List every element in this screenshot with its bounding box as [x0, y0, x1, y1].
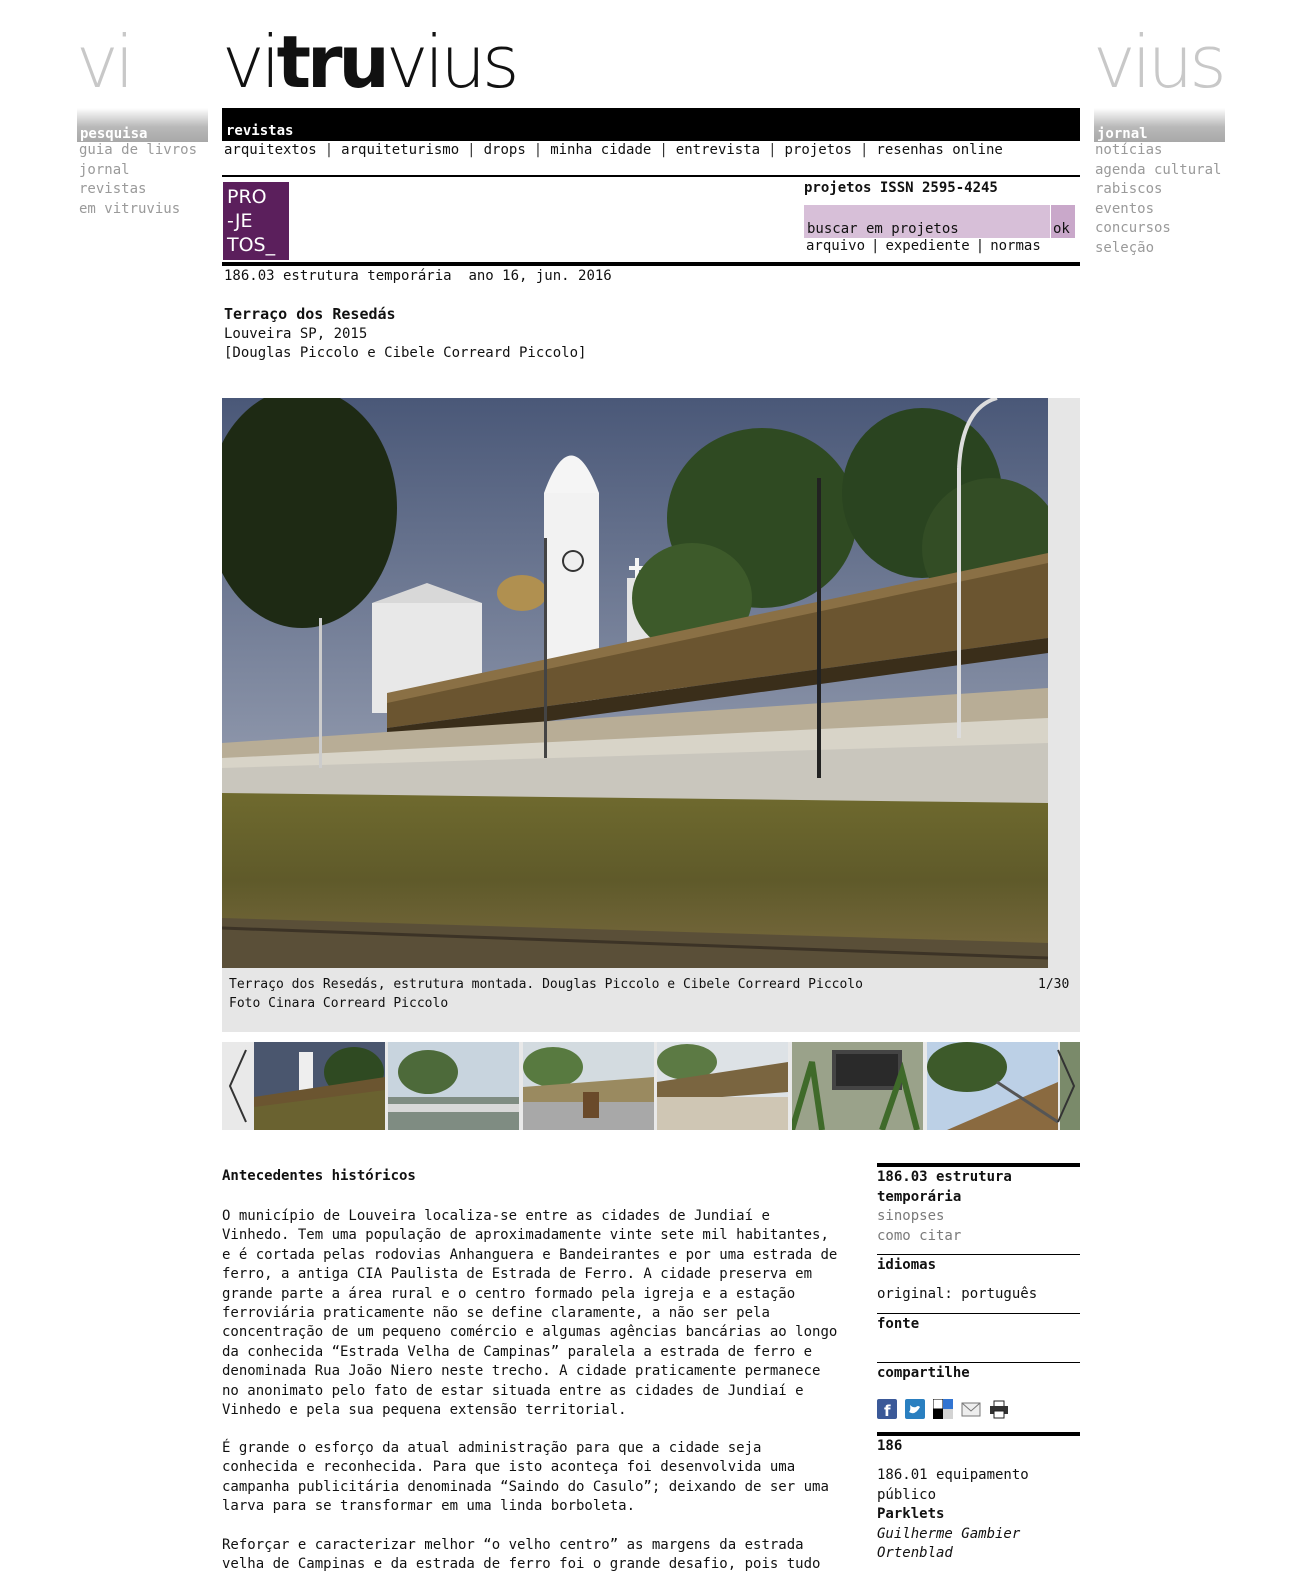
facebook-icon[interactable]: [877, 1399, 897, 1419]
nav-separator: |: [659, 142, 668, 158]
projetos-logo-line: TOS_: [227, 234, 276, 256]
left-menu-header[interactable]: [77, 108, 208, 142]
paragraph-line: concentração de um pequeno comércio e algumas agências bancárias ao longo: [222, 1324, 838, 1341]
thumbnail[interactable]: [792, 1042, 923, 1130]
right-menu-header[interactable]: [1094, 108, 1225, 142]
twitter-icon[interactable]: [905, 1399, 925, 1419]
right-menu-item-concursos[interactable]: concursos: [1095, 220, 1171, 236]
left-menu-item-jornal[interactable]: jornal: [79, 161, 130, 178]
sidebar-idiomas-heading: idiomas: [877, 1257, 937, 1273]
photo-caption: Terraço dos Resedás, estrutura montada. Douglas Piccolo e Cibele Correard Piccolo: [229, 977, 863, 992]
email-icon[interactable]: [961, 1399, 981, 1419]
projetos-issn: projetos ISSN 2595-4245: [804, 180, 998, 196]
right-menu-header-label: jornal: [1097, 126, 1148, 142]
sidebar-issue-number: 186: [877, 1438, 903, 1454]
thumbnail-image: [927, 1042, 1058, 1130]
projetos-logo-line: -JE: [227, 210, 253, 232]
thumbnail[interactable]: [388, 1042, 519, 1130]
sidebar-fonte-heading: fonte: [877, 1316, 920, 1332]
page-title: Terraço dos Resedás: [224, 305, 396, 323]
logo-part-1: vi: [222, 20, 277, 104]
right-menu-item-agenda[interactable]: agenda cultural: [1095, 161, 1222, 178]
sidebar-issue-title-line: 186.03 estrutura: [877, 1169, 1012, 1185]
nav-resenhas-online[interactable]: resenhas online: [876, 142, 1003, 158]
link-separator: |: [871, 238, 880, 254]
project-location: Louveira SP, 2015: [224, 326, 368, 342]
issue-date: ano 16, jun. 2016: [468, 268, 612, 284]
search-placeholder: buscar em projetos: [807, 221, 959, 237]
paragraph-line: Vinhedo. Tem uma população de aproximadamente vinte sete mil habitantes,: [222, 1227, 829, 1244]
paragraph-line: larva para se transformar em uma linda borboleta.: [222, 1498, 636, 1515]
revistas-bar[interactable]: [222, 108, 1080, 141]
left-menu-item-revistas[interactable]: revistas: [79, 181, 147, 197]
sidebar-next-article[interactable]: [877, 1466, 1029, 1564]
right-menu: [1095, 141, 1221, 258]
nav-separator: |: [533, 142, 543, 158]
left-menu: [79, 141, 197, 219]
paragraph-line: velha de Campinas e da estrada de ferro foi o grande desafio, pois tudo: [222, 1556, 821, 1573]
sidebar-original-language[interactable]: original: português: [877, 1286, 1038, 1302]
logo-fragment-left: vi: [76, 20, 131, 104]
photo-credit: Foto Cinara Correard Piccolo: [229, 996, 449, 1011]
paragraph-line: e é cortada pelas rodovias Anhanguera e Bandeirantes e por uma estrada de: [222, 1246, 838, 1263]
nav-separator: |: [467, 142, 476, 158]
sidebar-issue-title-line: temporária: [877, 1188, 962, 1205]
thumbnail-image: [254, 1042, 385, 1130]
thumbnail-strip: [222, 1042, 1080, 1130]
photo-illustration: [222, 398, 1048, 968]
nav-drops[interactable]: drops: [483, 142, 526, 158]
thumbnail[interactable]: [657, 1042, 788, 1130]
sidebar-share-heading: compartilhe: [877, 1365, 970, 1381]
delicious-icon[interactable]: [933, 1399, 953, 1419]
sidebar-issue-title: [877, 1168, 1012, 1207]
thumbnail-image: [792, 1042, 923, 1130]
divider: [222, 175, 1080, 177]
link-sinopses[interactable]: sinopses: [877, 1208, 945, 1224]
link-expediente[interactable]: expediente: [885, 238, 970, 254]
link-arquivo[interactable]: arquivo: [806, 238, 866, 254]
paragraph-line: denominada Rua João Niero neste trecho. A cidade praticamente permanece: [222, 1363, 821, 1380]
nav-separator: |: [768, 142, 777, 158]
paragraph-line: campanha publicitária denominada “Saindo do Casulo”; deixando de ser uma: [222, 1478, 829, 1495]
paragraph-line: ferroviária praticamente não se define claramente, a não ser pela: [222, 1305, 770, 1322]
paragraph-line: no anonimato pelo fato de estar situada entre as cidades de Jundiaí e: [222, 1382, 804, 1399]
paragraph-line: da conhecida “Estrada Velha de Campinas” paralela a estrada de ferro e: [222, 1343, 813, 1360]
issue-line: [224, 268, 612, 284]
paragraph-line: Vinhedo e pela sua pequena extensão territorial.: [222, 1402, 627, 1419]
projetos-logo-line: PRO: [227, 186, 267, 208]
paragraph-line: grande parte a área rural e o centro formado pela igreja e a estação: [222, 1285, 796, 1302]
nav-arquitextos[interactable]: arquitextos: [224, 142, 317, 158]
next-article-code: público: [877, 1486, 937, 1503]
article-paragraph: [222, 1439, 862, 1517]
main-photo[interactable]: [222, 398, 1048, 968]
chevron-left-icon: [222, 1042, 252, 1130]
projetos-links: [806, 238, 1041, 254]
link-normas[interactable]: normas: [990, 238, 1041, 254]
search-button[interactable]: [1051, 205, 1075, 238]
revistas-bar-label: revistas: [226, 123, 294, 139]
right-menu-item-rabiscos[interactable]: rabiscos: [1095, 181, 1163, 197]
next-article-title: Parklets: [877, 1506, 945, 1522]
paragraph-line: É grande o esforço da atual administração para que a cidade seja: [222, 1440, 762, 1456]
right-menu-item-eventos[interactable]: eventos: [1095, 200, 1155, 217]
sidebar-issue-links: [877, 1207, 961, 1246]
divider-thick: [222, 262, 1080, 266]
site-logo[interactable]: [222, 20, 516, 104]
revistas-nav: [224, 142, 1003, 158]
nav-arquiteturismo[interactable]: arquiteturismo: [341, 142, 460, 158]
article-paragraph: [222, 1207, 862, 1420]
sidebar-divider: [877, 1362, 1080, 1363]
gallery-prev-button[interactable]: [222, 1042, 252, 1130]
thumbnail-image: [657, 1042, 788, 1130]
nav-entrevista[interactable]: entrevista: [675, 142, 761, 158]
sidebar-divider-thick: [877, 1432, 1080, 1436]
svg-text:f: f: [884, 1402, 891, 1419]
sidebar-divider: [877, 1313, 1080, 1314]
search-button-label: ok: [1053, 221, 1070, 237]
thumbnail[interactable]: [254, 1042, 385, 1130]
thumbnail[interactable]: [927, 1042, 1058, 1130]
issue-code: 186.03 estrutura temporária: [224, 268, 452, 284]
thumbnail-image: [388, 1042, 519, 1130]
paragraph-line: O município de Louveira localiza-se entre as cidades de Jundiaí e: [222, 1208, 770, 1224]
nav-projetos[interactable]: projetos: [784, 142, 852, 158]
right-menu-item-selecao[interactable]: seleção: [1095, 239, 1155, 256]
sidebar-divider: [877, 1254, 1080, 1255]
paragraph-line: Reforçar e caracterizar melhor “o velho centro” as margens da estrada: [222, 1537, 804, 1553]
nav-minha-cidade[interactable]: minha cidade: [550, 142, 652, 158]
thumbnail[interactable]: [523, 1042, 654, 1130]
link-como-citar[interactable]: como citar: [877, 1227, 962, 1244]
projetos-logo[interactable]: [223, 182, 289, 260]
thumbnail-image: [523, 1042, 654, 1130]
search-input[interactable]: [804, 205, 1050, 238]
project-authors: [Douglas Piccolo e Cibele Correard Piccolo]: [224, 345, 587, 361]
left-menu-header-label: pesquisa: [80, 126, 148, 142]
nav-separator: |: [859, 142, 869, 158]
next-article-author: Guilherme Gambier: [877, 1525, 1021, 1542]
print-icon[interactable]: [989, 1399, 1009, 1419]
paragraph-line: ferro, a antiga CIA Paulista de Estrada de Ferro. A cidade preserva em: [222, 1266, 813, 1283]
next-article-author: Ortenblad: [877, 1545, 953, 1561]
right-menu-item-noticias[interactable]: notícias: [1095, 142, 1163, 158]
logo-fragment-right: vius: [1093, 20, 1223, 104]
next-article-code: 186.01 equipamento: [877, 1467, 1029, 1483]
link-separator: |: [975, 238, 985, 254]
logo-part-2: tru: [276, 20, 386, 104]
nav-separator: |: [324, 142, 334, 158]
logo-part-3: vius: [385, 20, 516, 104]
paragraph-line: conhecida e reconhecida. Para que isto aconteça foi desenvolvida uma: [222, 1459, 796, 1476]
article-paragraph: [222, 1536, 862, 1575]
left-menu-item-guia[interactable]: guia de livros: [79, 142, 198, 158]
chevron-right-icon[interactable]: [1052, 1042, 1080, 1130]
sidebar-divider-thick: [877, 1163, 1080, 1167]
section-heading: Antecedentes históricos: [222, 1168, 416, 1184]
left-menu-item-em-vitruvius[interactable]: em vitruvius: [79, 200, 181, 217]
photo-counter: 1/30: [1038, 977, 1070, 992]
